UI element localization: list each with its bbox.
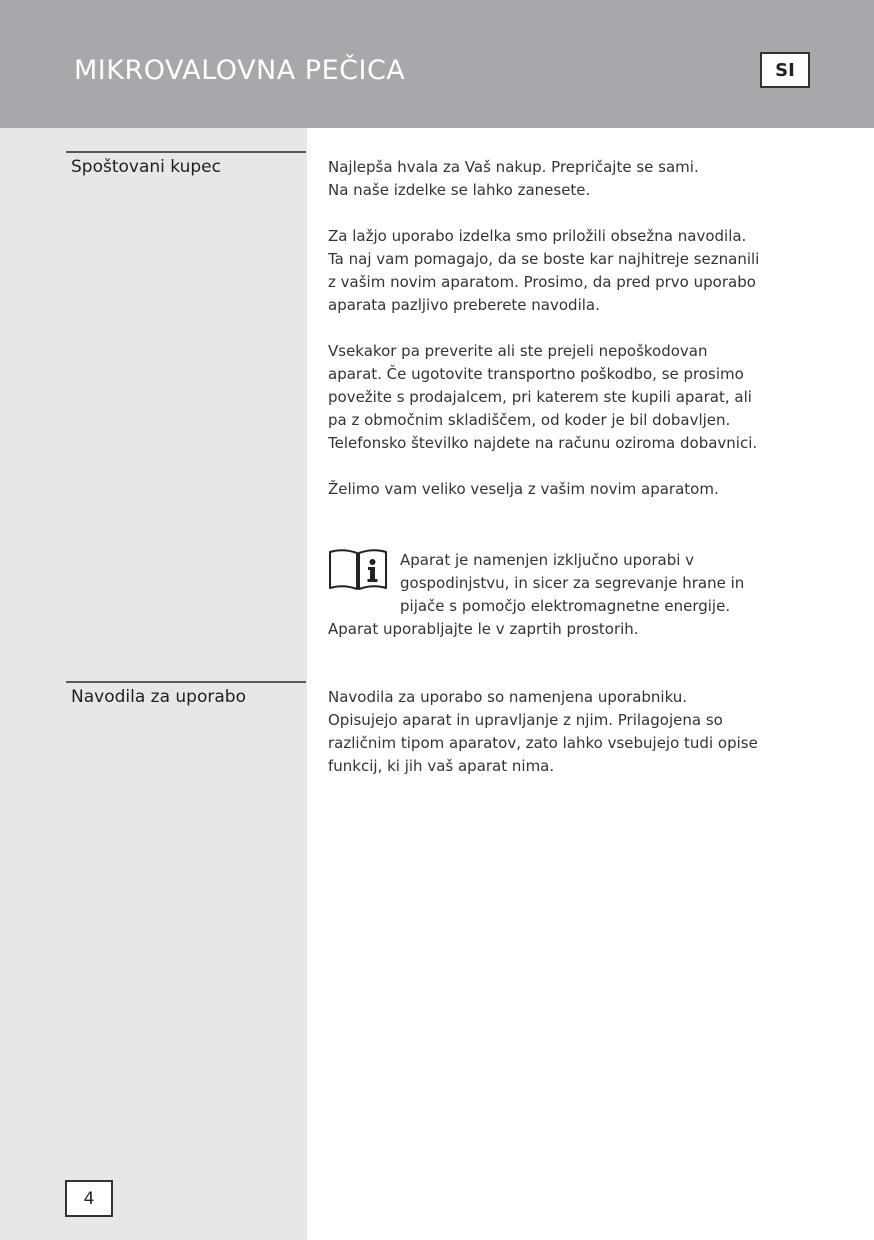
text-line: Najlepša hvala za Vaš nakup. Prepričajte se sami. [328,158,699,176]
page-header [0,0,874,128]
text-line: Želimo vam veliko veselja z vašim novim aparatom. [328,480,719,498]
text-line: povežite s prodajalcem, pri katerem ste kupili aparat, ali [328,388,752,406]
section-body-dear-customer [328,156,806,501]
text-line: Ta naj vam pomagajo, da se boste kar najhitreje seznanili [328,250,760,268]
text-line: z vašim novim aparatom. Prosimo, da pred prvo uporabo [328,273,756,291]
text-line: Na naše izdelke se lahko zanesete. [328,181,591,199]
text-line: aparat. Če ugotovite transportno poškodbo, se prosimo [328,365,744,383]
section-body-instructions [328,686,806,778]
info-note-text [400,549,810,618]
paragraph [328,340,806,455]
section-heading-instructions: Navodila za uporabo [66,681,306,707]
text-line: funkcij, ki jih vaš aparat nima. [328,757,555,775]
text-line: gospodinjstvu, in sicer za segrevanje hrane in [400,574,745,592]
section-heading-dear-customer: Spoštovani kupec [66,151,306,177]
text-line: pijače s pomočjo elektromagnetne energije. [400,597,731,615]
paragraph [328,156,806,202]
text-line: različnim tipom aparatov, zato lahko vsebujejo tudi opise [328,734,758,752]
text-line: Aparat je namenjen izključno uporabi v [400,551,695,569]
paragraph [328,478,806,501]
text-line: Opisujejo aparat in upravljanje z njim. Prilagojena so [328,711,723,729]
text-line: Navodila za uporabo so namenjena uporabniku. [328,688,688,706]
paragraph [328,225,806,317]
text-line: Vsekakor pa preverite ali ste prejeli nepoškodovan [328,342,708,360]
language-badge: SI [760,52,810,88]
page-number: 4 [65,1180,113,1217]
info-note-tail: Aparat uporabljajte le v zaprtih prostorih. [328,620,639,638]
info-book-icon [328,547,388,591]
paragraph [328,686,806,778]
text-line: Za lažjo uporabo izdelka smo priložili obsežna navodila. [328,227,747,245]
document-title: MIKROVALOVNA PEČICA [74,55,406,86]
text-line: pa z območnim skladiščem, od koder je bil dobavljen. [328,411,731,429]
text-line: aparata pazljivo preberete navodila. [328,296,600,314]
text-line: Telefonsko številko najdete na računu oziroma dobavnici. [328,434,758,452]
